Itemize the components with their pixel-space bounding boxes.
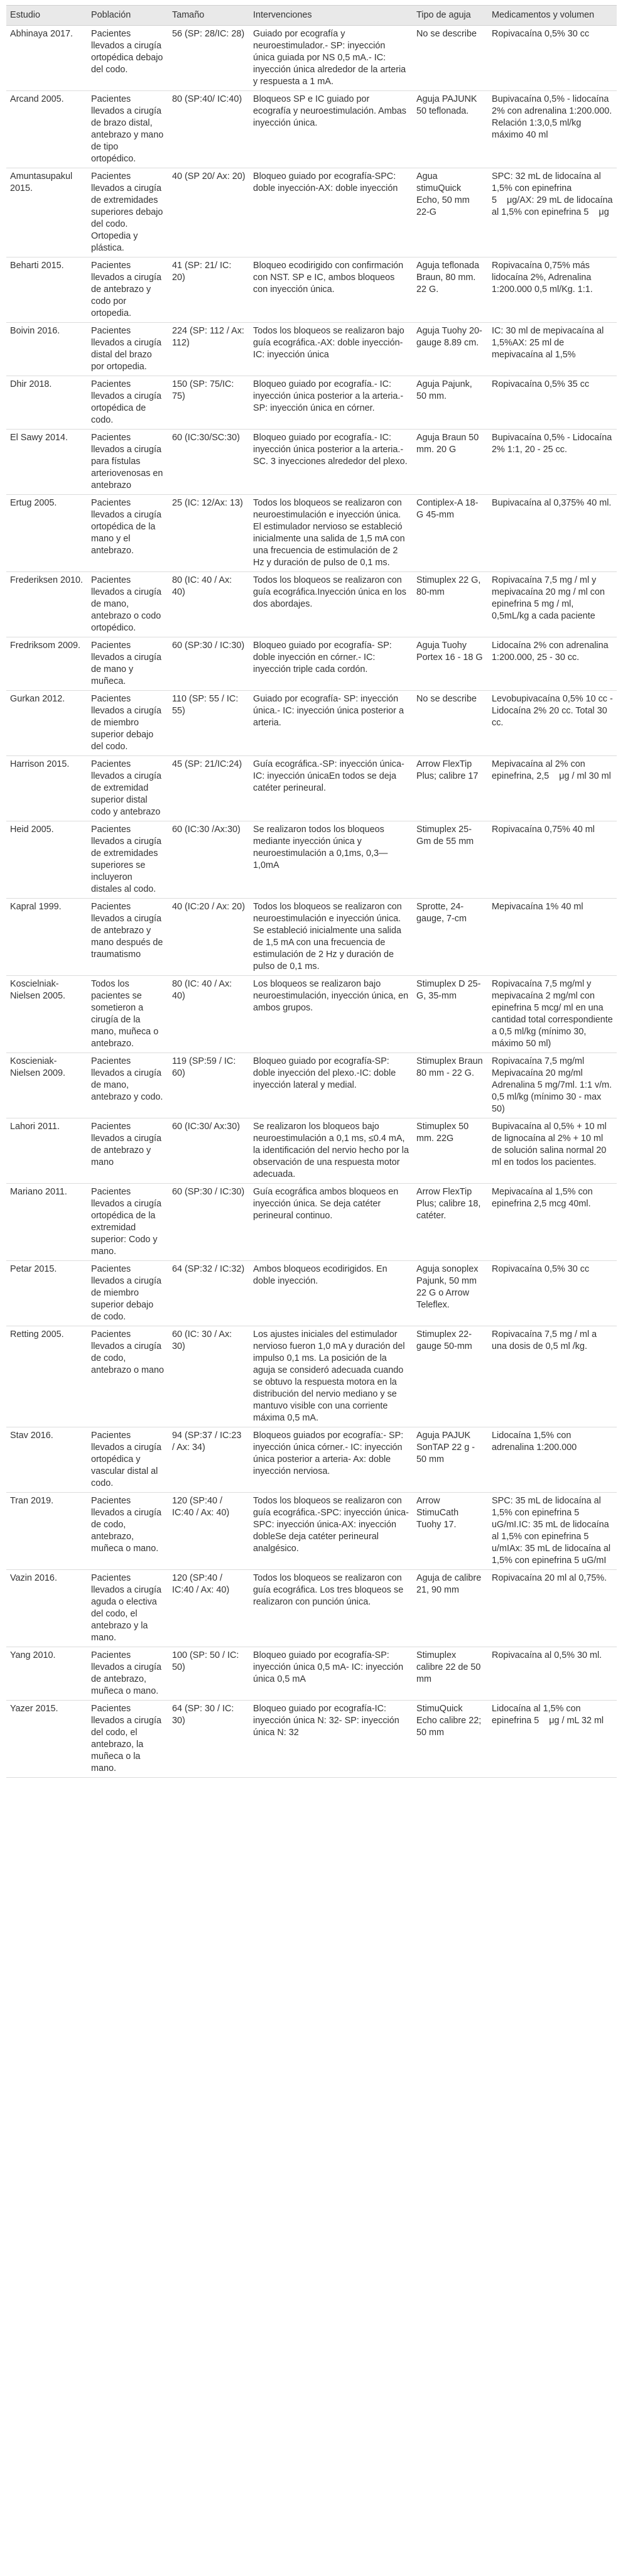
cell-intervenciones: Bloqueo guiado por ecografía-SPC: doble inyección-AX: doble inyección: [249, 168, 413, 257]
cell-intervenciones: Guiado por ecografía y neuroestimulador.- SP: inyección única guiada por NS 0,5 mA.- IC: inyección única alrededor de la arteria y respuesta a 1 mA.: [249, 26, 413, 91]
cell-medicamentos: Ropivacaína 0,75% 40 ml: [488, 821, 617, 899]
cell-tamano: 224 (SP: 112 / Ax: 112): [168, 323, 249, 376]
table-row: [6, 430, 617, 495]
cell-medicamentos: Ropivacaína 0,5% 35 cc: [488, 376, 617, 430]
cell-poblacion: Pacientes llevados a cirugía de miembro superior debajo de codo.: [87, 1261, 168, 1326]
cell-intervenciones: Guía ecográfica ambos bloqueos en inyección única. Se deja catéter perineural continuo.: [249, 1184, 413, 1261]
cell-poblacion: Pacientes llevados a cirugía ortopédica de la mano y el antebrazo.: [87, 495, 168, 572]
cell-estudio: Frederiksen 2010.: [6, 572, 87, 637]
table-body: [6, 26, 617, 1778]
cell-estudio: Boivin 2016.: [6, 323, 87, 376]
cell-intervenciones: Todos los bloqueos se realizaron con guía ecográfica.-SPC: inyección única-SPC: inyección única-AX: inyección dobleSe deja catéter perineural analgésico.: [249, 1493, 413, 1570]
cell-tamano: 64 (SP: 30 / IC: 30): [168, 1701, 249, 1778]
cell-poblacion: Pacientes llevados a cirugía de extremidades superiores se incluyeron distales al codo.: [87, 821, 168, 899]
cell-tamano: 150 (SP: 75/IC: 75): [168, 376, 249, 430]
table-row: [6, 691, 617, 756]
cell-medicamentos: Ropivacaína 0,5% 30 cc: [488, 26, 617, 91]
studies-table: [6, 5, 617, 1778]
cell-intervenciones: Todos los bloqueos se realizaron con guía ecográfica. Los tres bloqueos se realizaron con punción única.: [249, 1570, 413, 1647]
cell-medicamentos: Ropivacaína 7,5 mg / ml a una dosis de 0,5 ml /kg.: [488, 1326, 617, 1427]
cell-intervenciones: Bloqueo guiado por ecografía.- IC: inyección única posterior a la arteria.- SP: inyección única en córner.: [249, 376, 413, 430]
cell-intervenciones: Todos los bloqueos se realizaron con neuroestimulación e inyección única. Se estableció inicialmente una salida de 1,5 mA con una frecuencia de estimulación de 2 Hz y duración de pulso de 0,1 ms.: [249, 899, 413, 976]
cell-tamano: 100 (SP: 50 / IC: 50): [168, 1647, 249, 1701]
cell-tipo-aguja: Stimuplex 22-gauge 50-mm: [413, 1326, 488, 1427]
table-row: [6, 1184, 617, 1261]
cell-estudio: Harrison 2015.: [6, 756, 87, 821]
cell-intervenciones: Bloqueo guiado por ecografía-SP: doble inyección del plexo.-IC: doble inyección lateral y medial.: [249, 1053, 413, 1118]
table-row: [6, 572, 617, 637]
cell-poblacion: Pacientes llevados a cirugía de antebrazo, muñeca o mano.: [87, 1647, 168, 1701]
cell-tipo-aguja: No se describe: [413, 691, 488, 756]
cell-tamano: 64 (SP:32 / IC:32): [168, 1261, 249, 1326]
cell-estudio: Beharti 2015.: [6, 257, 87, 323]
cell-tipo-aguja: Stimuplex D 25-G, 35-mm: [413, 976, 488, 1053]
cell-medicamentos: Ropivacaína 7,5 mg / ml y mepivacaína 20 mg / ml con epinefrina 5 mg / ml, 0,5mL/kg a cada paciente: [488, 572, 617, 637]
cell-estudio: Stav 2016.: [6, 1427, 87, 1493]
table-row: [6, 1570, 617, 1647]
table-row: [6, 637, 617, 691]
cell-estudio: Gurkan 2012.: [6, 691, 87, 756]
cell-medicamentos: Lidocaína al 1,5% con epinefrina 5 μg / mL 32 ml: [488, 1701, 617, 1778]
cell-medicamentos: Bupivacaína al 0,375% 40 ml.: [488, 495, 617, 572]
cell-intervenciones: Todos los bloqueos se realizaron con neuroestimulación e inyección única. El estimulador nervioso se estableció inicialmente una salida de 1,5 mA con una frecuencia de estimulación de 2 Hz y duración de pulso de 0,1 ms.: [249, 495, 413, 572]
cell-tipo-aguja: Aguja Pajunk, 50 mm.: [413, 376, 488, 430]
cell-tamano: 56 (SP: 28/IC: 28): [168, 26, 249, 91]
cell-tamano: 60 (IC:30 /Ax:30): [168, 821, 249, 899]
table-row: [6, 376, 617, 430]
cell-estudio: Fredriksom 2009.: [6, 637, 87, 691]
cell-medicamentos: Mepivacaína al 2% con epinefrina, 2,5 μg / ml 30 ml: [488, 756, 617, 821]
cell-estudio: Ertug 2005.: [6, 495, 87, 572]
cell-medicamentos: Ropivacaína 0,75% más lidocaína 2%, Adrenalina 1:200.000 0,5 ml/Kg. 1:1.: [488, 257, 617, 323]
cell-tipo-aguja: No se describe: [413, 26, 488, 91]
cell-tipo-aguja: Arrow FlexTip Plus; calibre 18, catéter.: [413, 1184, 488, 1261]
cell-medicamentos: Ropivacaína 20 ml al 0,75%.: [488, 1570, 617, 1647]
cell-poblacion: Pacientes llevados a cirugía de mano y muñeca.: [87, 637, 168, 691]
cell-tipo-aguja: Aguja sonoplex Pajunk, 50 mm 22 G o Arrow Teleflex.: [413, 1261, 488, 1326]
cell-poblacion: Pacientes llevados a cirugía de mano, antebrazo o codo ortopédico.: [87, 572, 168, 637]
header-poblacion: Población: [87, 6, 168, 26]
cell-poblacion: Pacientes llevados a cirugía de antebrazo y mano: [87, 1118, 168, 1184]
cell-tamano: 120 (SP:40 / IC:40 / Ax: 40): [168, 1493, 249, 1570]
cell-tipo-aguja: Agua stimuQuick Echo, 50 mm 22-G: [413, 168, 488, 257]
cell-tamano: 40 (IC:20 / Ax: 20): [168, 899, 249, 976]
header-tipo-aguja: Tipo de aguja: [413, 6, 488, 26]
cell-intervenciones: Bloqueo guiado por ecografía-IC: inyección única N: 32- SP: inyección única N: 32: [249, 1701, 413, 1778]
cell-tamano: 60 (SP:30 / IC:30): [168, 637, 249, 691]
cell-intervenciones: Bloqueo guiado por ecografía-SP: inyección única 0,5 mA- IC: inyección única 0,5 mA: [249, 1647, 413, 1701]
cell-intervenciones: Todos los bloqueos se realizaron con guía ecográfica.Inyección única en los dos abordajes.: [249, 572, 413, 637]
table-row: [6, 1427, 617, 1493]
cell-poblacion: Pacientes llevados a cirugía de antebrazo y mano después de traumatismo: [87, 899, 168, 976]
cell-medicamentos: Mepivacaína 1% 40 ml: [488, 899, 617, 976]
cell-poblacion: Pacientes llevados a cirugía de extremidad superior distal codo y antebrazo: [87, 756, 168, 821]
cell-poblacion: Pacientes llevados a cirugía ortopédica debajo del codo.: [87, 26, 168, 91]
header-estudio: Estudio: [6, 6, 87, 26]
cell-intervenciones: Los ajustes iniciales del estimulador nervioso fueron 1,0 mA y duración del impulso 0,1 ms. La posición de la aguja se consideró adecuada cuando se obtuvo la respuesta motora en la distribución del nervio mediano y se mantuvo visible con una corriente máxima 0,5 mA.: [249, 1326, 413, 1427]
cell-estudio: Petar 2015.: [6, 1261, 87, 1326]
cell-estudio: Amuntasupakul 2015.: [6, 168, 87, 257]
cell-medicamentos: Levobupivacaína 0,5% 10 cc - Lidocaína 2% 20 cc. Total 30 cc.: [488, 691, 617, 756]
cell-poblacion: Pacientes llevados a cirugía de codo, antebrazo, muñeca o mano.: [87, 1493, 168, 1570]
cell-intervenciones: Guía ecográfica.-SP: inyección única-IC: inyección únicaEn todos se deja catéter perineural.: [249, 756, 413, 821]
cell-intervenciones: Todos los bloqueos se realizaron bajo guía ecográfica.-AX: doble inyección-IC: inyección única: [249, 323, 413, 376]
cell-tipo-aguja: Arrow StimuCath Tuohy 17.: [413, 1493, 488, 1570]
cell-tipo-aguja: StimuQuick Echo calibre 22; 50 mm: [413, 1701, 488, 1778]
cell-intervenciones: Se realizaron los bloqueos bajo neuroestimulación a 0,1 ms, ≤0.4 mA, la identificación del nervio hecho por la observación de una respuesta motor adecuada.: [249, 1118, 413, 1184]
cell-tipo-aguja: Aguja Tuohy 20-gauge 8.89 cm.: [413, 323, 488, 376]
cell-poblacion: Pacientes llevados a cirugía de brazo distal, antebrazo y mano de tipo ortopédico.: [87, 91, 168, 168]
cell-estudio: El Sawy 2014.: [6, 430, 87, 495]
cell-estudio: Dhir 2018.: [6, 376, 87, 430]
cell-poblacion: Pacientes llevados a cirugía de mano, antebrazo y codo.: [87, 1053, 168, 1118]
cell-estudio: Yang 2010.: [6, 1647, 87, 1701]
cell-estudio: Lahori 2011.: [6, 1118, 87, 1184]
cell-tipo-aguja: Stimuplex 25-Gm de 55 mm: [413, 821, 488, 899]
cell-tamano: 119 (SP:59 / IC: 60): [168, 1053, 249, 1118]
cell-medicamentos: Ropivacaína 7,5 mg/ml y mepivacaína 2 mg/ml con epinefrina 5 mcg/ ml en una cantidad total correspondiente a 0,5 ml/kg (mínimo 30, máximo 50 ml): [488, 976, 617, 1053]
cell-tamano: 80 (SP:40/ IC:40): [168, 91, 249, 168]
header-medicamentos: Medicamentos y volumen: [488, 6, 617, 26]
cell-tipo-aguja: Aguja teflonada Braun, 80 mm. 22 G.: [413, 257, 488, 323]
cell-medicamentos: Lidocaína 2% con adrenalina 1:200.000, 25 - 30 cc.: [488, 637, 617, 691]
table-row: [6, 1261, 617, 1326]
table-row: [6, 26, 617, 91]
cell-intervenciones: Bloqueo guiado por ecografía.- IC: inyección única posterior a la arteria.- SC. 3 inyecciones alrededor del plexo.: [249, 430, 413, 495]
cell-tipo-aguja: Aguja Tuohy Portex 16 - 18 G: [413, 637, 488, 691]
cell-estudio: Kapral 1999.: [6, 899, 87, 976]
cell-tipo-aguja: Arrow FlexTip Plus; calibre 17: [413, 756, 488, 821]
cell-tipo-aguja: Stimuplex calibre 22 de 50 mm: [413, 1647, 488, 1701]
cell-estudio: Koscieniak-Nielsen 2009.: [6, 1053, 87, 1118]
cell-poblacion: Pacientes llevados a cirugía de codo, antebrazo o mano: [87, 1326, 168, 1427]
cell-poblacion: Pacientes llevados a cirugía distal del brazo por ortopedia.: [87, 323, 168, 376]
cell-poblacion: Pacientes llevados a cirugía ortopédica de la extremidad superior: Codo y mano.: [87, 1184, 168, 1261]
cell-poblacion: Pacientes llevados a cirugía de miembro superior debajo del codo.: [87, 691, 168, 756]
cell-estudio: Koscielniak-Nielsen 2005.: [6, 976, 87, 1053]
cell-poblacion: Todos los pacientes se sometieron a cirugía de la mano, muñeca o antebrazo.: [87, 976, 168, 1053]
header-tamano: Tamaño: [168, 6, 249, 26]
cell-intervenciones: Ambos bloqueos ecodirigidos. En doble inyección.: [249, 1261, 413, 1326]
cell-medicamentos: Ropivacaína al 0,5% 30 ml.: [488, 1647, 617, 1701]
cell-intervenciones: Guiado por ecografía- SP: inyección única.- IC: inyección única posterior a arteria.: [249, 691, 413, 756]
table-row: [6, 1326, 617, 1427]
cell-estudio: Retting 2005.: [6, 1326, 87, 1427]
cell-tipo-aguja: Stimuplex Braun 80 mm - 22 G.: [413, 1053, 488, 1118]
cell-estudio: Abhinaya 2017.: [6, 26, 87, 91]
cell-tamano: 94 (SP:37 / IC:23 / Ax: 34): [168, 1427, 249, 1493]
table-row: [6, 1053, 617, 1118]
table-row: [6, 323, 617, 376]
table-row: [6, 821, 617, 899]
cell-tipo-aguja: Aguja PAJUNK 50 teflonada.: [413, 91, 488, 168]
cell-medicamentos: Bupivacaína 0,5% - lidocaína 2% con adrenalina 1:200.000. Relación 1:3,0,5 ml/kg máximo 40 ml: [488, 91, 617, 168]
table-header: [6, 6, 617, 26]
table-row: [6, 1118, 617, 1184]
cell-medicamentos: Lidocaína 1,5% con adrenalina 1:200.000: [488, 1427, 617, 1493]
cell-tamano: 40 (SP 20/ Ax: 20): [168, 168, 249, 257]
cell-intervenciones: Bloqueos guiados por ecografía:- SP: inyección única córner.- IC: inyección única posterior a arteria- Ax: doble inyección nerviosa.: [249, 1427, 413, 1493]
cell-tipo-aguja: Aguja Braun 50 mm. 20 G: [413, 430, 488, 495]
table-row: [6, 495, 617, 572]
cell-tipo-aguja: Aguja de calibre 21, 90 mm: [413, 1570, 488, 1647]
cell-tamano: 60 (IC:30/SC:30): [168, 430, 249, 495]
cell-poblacion: Pacientes llevados a cirugía ortopédica y vascular distal al codo.: [87, 1427, 168, 1493]
cell-estudio: Arcand 2005.: [6, 91, 87, 168]
cell-estudio: Yazer 2015.: [6, 1701, 87, 1778]
cell-estudio: Tran 2019.: [6, 1493, 87, 1570]
cell-tamano: 60 (SP:30 / IC:30): [168, 1184, 249, 1261]
header-row: [6, 6, 617, 26]
cell-estudio: Vazin 2016.: [6, 1570, 87, 1647]
table-row: [6, 91, 617, 168]
cell-tamano: 80 (IC: 40 / Ax: 40): [168, 976, 249, 1053]
cell-poblacion: Pacientes llevados a cirugía del codo, el antebrazo, la muñeca o la mano.: [87, 1701, 168, 1778]
table-row: [6, 899, 617, 976]
cell-intervenciones: Se realizaron todos los bloqueos mediante inyección única y neuroestimulación a 0,1ms, 0,3—1,0mA: [249, 821, 413, 899]
cell-estudio: Heid 2005.: [6, 821, 87, 899]
cell-intervenciones: Bloqueo guiado por ecografía- SP: doble inyección en córner.- IC: inyección triple cada cordón.: [249, 637, 413, 691]
cell-medicamentos: Mepivacaína al 1,5% con epinefrina 2,5 mcg 40ml.: [488, 1184, 617, 1261]
cell-tamano: 60 (IC: 30 / Ax: 30): [168, 1326, 249, 1427]
cell-tipo-aguja: Stimuplex 50 mm. 22G: [413, 1118, 488, 1184]
cell-tamano: 41 (SP: 21/ IC: 20): [168, 257, 249, 323]
table-row: [6, 1701, 617, 1778]
cell-medicamentos: IC: 30 ml de mepivacaína al 1,5%AX: 25 ml de mepivacaína al 1,5%: [488, 323, 617, 376]
cell-tamano: 110 (SP: 55 / IC: 55): [168, 691, 249, 756]
cell-medicamentos: SPC: 32 mL de lidocaína al 1,5% con epinefrina 5 μg/AX: 29 mL de lidocaína al 1,5% con epinefrina 5 μg: [488, 168, 617, 257]
table-row: [6, 756, 617, 821]
cell-poblacion: Pacientes llevados a cirugía de antebrazo y codo por ortopedia.: [87, 257, 168, 323]
cell-tamano: 60 (IC:30/ Ax:30): [168, 1118, 249, 1184]
table-row: [6, 1493, 617, 1570]
table-row: [6, 976, 617, 1053]
table-row: [6, 257, 617, 323]
cell-tipo-aguja: Sprotte, 24-gauge, 7-cm: [413, 899, 488, 976]
cell-poblacion: Pacientes llevados a cirugía aguda o electiva del codo, el antebrazo y la mano.: [87, 1570, 168, 1647]
cell-intervenciones: Bloqueo ecodirigido con confirmación con NST. SP e IC, ambos bloqueos con inyección única.: [249, 257, 413, 323]
cell-poblacion: Pacientes llevados a cirugía de extremidades superiores debajo del codo. Ortopedia y plástica.: [87, 168, 168, 257]
cell-tipo-aguja: Stimuplex 22 G, 80-mm: [413, 572, 488, 637]
cell-tamano: 120 (SP:40 / IC:40 / Ax: 40): [168, 1570, 249, 1647]
cell-tipo-aguja: Contiplex-A 18-G 45-mm: [413, 495, 488, 572]
header-intervenciones: Intervenciones: [249, 6, 413, 26]
cell-medicamentos: Ropivacaína 0,5% 30 cc: [488, 1261, 617, 1326]
cell-tamano: 45 (SP: 21/IC:24): [168, 756, 249, 821]
cell-poblacion: Pacientes llevados a cirugía ortopédica de codo.: [87, 376, 168, 430]
cell-medicamentos: SPC: 35 mL de lidocaína al 1,5% con epinefrina 5 uG/mI.IC: 35 mL de lidocaína al 1,5% con epinefrina 5 u/mIAx: 35 mL de lidocaína al 1,5% con epinefrina 5 uG/mI: [488, 1493, 617, 1570]
cell-poblacion: Pacientes llevados a cirugía para fístulas arteriovenosas en antebrazo: [87, 430, 168, 495]
cell-intervenciones: Bloqueos SP e IC guiado por ecografía y neuroestimulación. Ambas inyección única.: [249, 91, 413, 168]
cell-estudio: Mariano 2011.: [6, 1184, 87, 1261]
cell-tamano: 25 (IC: 12/Ax: 13): [168, 495, 249, 572]
cell-tamano: 80 (IC: 40 / Ax: 40): [168, 572, 249, 637]
cell-tipo-aguja: Aguja PAJUK SonTAP 22 g - 50 mm: [413, 1427, 488, 1493]
table-row: [6, 1647, 617, 1701]
cell-intervenciones: Los bloqueos se realizaron bajo neuroestimulación, inyección única, en ambos grupos.: [249, 976, 413, 1053]
cell-medicamentos: Bupivacaína al 0,5% + 10 ml de lignocaína al 2% + 10 ml de solución salina normal 20 ml en todos los pacientes.: [488, 1118, 617, 1184]
cell-medicamentos: Bupivacaína 0,5% - Lidocaína 2% 1:1, 20 - 25 cc.: [488, 430, 617, 495]
table-row: [6, 168, 617, 257]
cell-medicamentos: Ropivacaína 7,5 mg/ml Mepivacaína 20 mg/ml Adrenalina 5 mg/7ml. 1:1 v/m. 0,5 ml/kg (mínimo 30 - max 50): [488, 1053, 617, 1118]
